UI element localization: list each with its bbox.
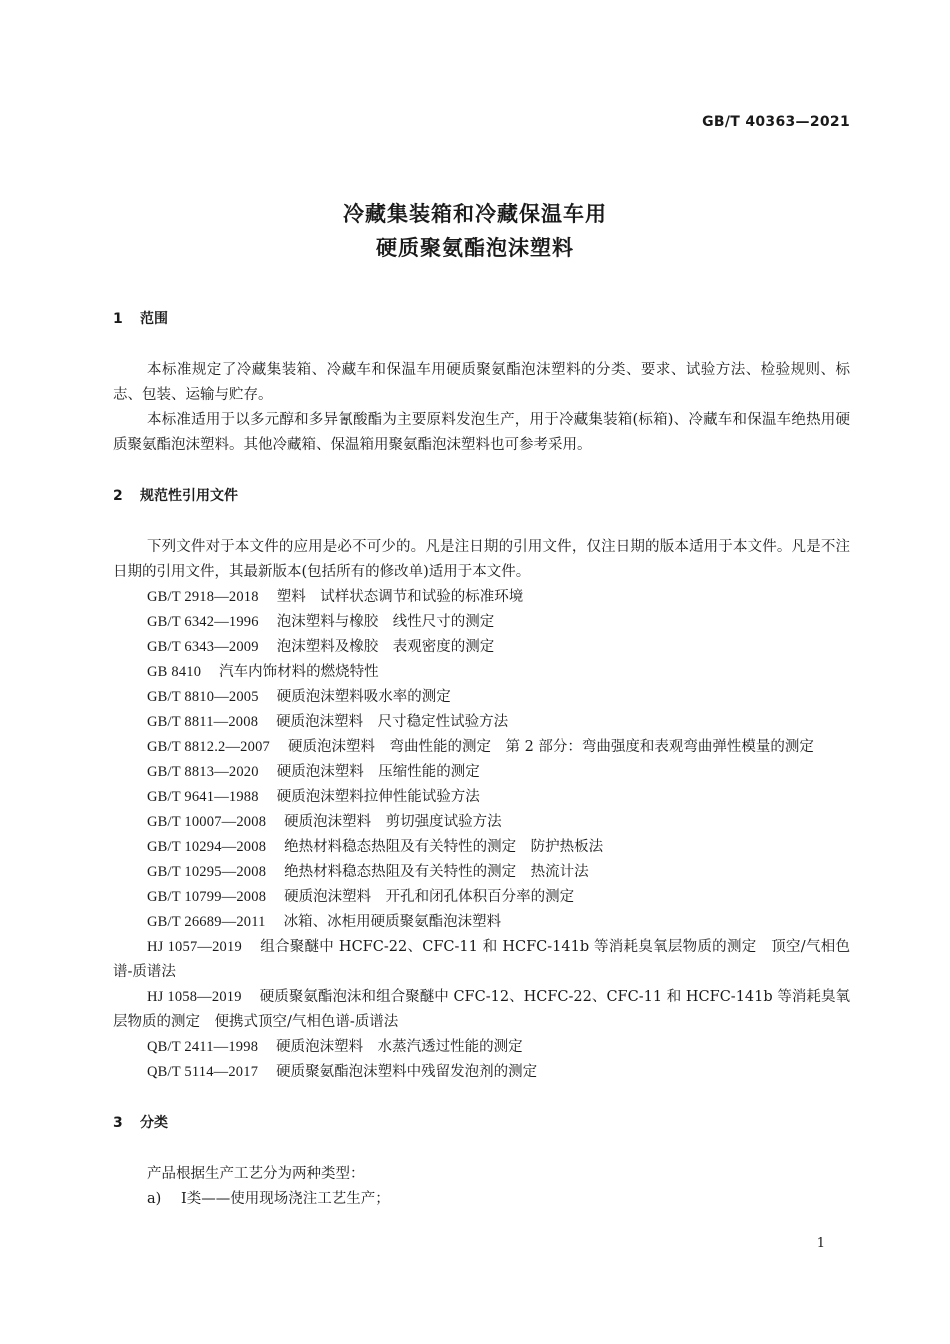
- reference-code: GB/T 8810—2005: [147, 689, 259, 705]
- title-line-2: 硬质聚氨酯泡沫塑料: [376, 236, 574, 260]
- reference-code: GB/T 26689—2011: [147, 914, 266, 930]
- reference-title: 硬质泡沫塑料 水蒸汽透过性能的测定: [276, 1039, 523, 1055]
- reference-item: [113, 835, 850, 860]
- reference-item: [113, 635, 850, 660]
- section-title: 范围: [140, 311, 168, 327]
- reference-item: [113, 660, 850, 685]
- reference-item: [113, 985, 850, 1035]
- section-number: 2: [113, 488, 123, 504]
- reference-code: HJ 1058—2019: [147, 989, 242, 1005]
- reference-title: 绝热材料稳态热阻及有关特性的测定 防护热板法: [284, 839, 604, 855]
- page-number: 1: [816, 1236, 825, 1251]
- reference-item: [113, 760, 850, 785]
- paragraph: 下列文件对于本文件的应用是必不可少的。凡是注日期的引用文件，仅注日期的版本适用于本文件。凡是不注日期的引用文件，其最新版本(包括所有的修改单)适用于本文件。: [113, 539, 850, 580]
- list-marker: a): [147, 1191, 162, 1207]
- reference-code: GB/T 10295—2008: [147, 864, 267, 880]
- reference-item: [113, 910, 850, 935]
- list-item: [113, 1187, 850, 1212]
- reference-code: HJ 1057—2019: [147, 939, 242, 955]
- reference-code: GB/T 8812.2—2007: [147, 739, 270, 755]
- reference-code: QB/T 5114—2017: [147, 1064, 259, 1080]
- reference-item: [113, 585, 850, 610]
- reference-title: 硬质泡沫塑料拉伸性能试验方法: [276, 789, 480, 805]
- reference-title: 塑料 试样状态调节和试验的标准环境: [276, 589, 524, 605]
- paragraph: 本标准适用于以多元醇和多异氰酸酯为主要原料发泡生产，用于冷藏集装箱(标箱)、冷藏车和保温车绝热用硬质聚氨酯泡沫塑料。其他冷藏箱、保温箱用聚氨酯泡沫塑料也可参考采用。: [113, 412, 850, 453]
- section-title: 规范性引用文件: [140, 488, 238, 504]
- reference-title: 组合聚醚中 HCFC-22、CFC-11 和 HCFC-141b 等消耗臭氧层物质的测定 顶空/气相色谱-质谱法: [113, 939, 851, 980]
- title-line-1: 冷藏集装箱和冷藏保温车用: [343, 202, 607, 226]
- reference-title: 硬质泡沫塑料 压缩性能的测定: [276, 764, 480, 780]
- reference-title: 硬质泡沫塑料 开孔和闭孔体积百分率的测定: [284, 889, 575, 905]
- standard-number: GB/T 40363—2021: [702, 114, 850, 130]
- reference-code: GB/T 10294—2008: [147, 839, 267, 855]
- document-body: [113, 307, 850, 1212]
- reference-list: [113, 585, 850, 1085]
- reference-item: [113, 785, 850, 810]
- paragraph: 产品根据生产工艺分为两种类型：: [147, 1166, 365, 1182]
- reference-code: QB/T 2411—1998: [147, 1039, 259, 1055]
- reference-title: 硬质泡沫塑料吸水率的测定: [276, 689, 451, 705]
- reference-item: [113, 935, 850, 985]
- reference-item: [113, 710, 850, 735]
- reference-code: GB/T 8813—2020: [147, 764, 259, 780]
- paragraph: 本标准规定了冷藏集装箱、冷藏车和保温车用硬质聚氨酯泡沫塑料的分类、要求、试验方法、检验规则、标志、包装、运输与贮存。: [113, 362, 850, 403]
- reference-item: [113, 735, 850, 760]
- reference-title: 泡沫塑料与橡胶 线性尺寸的测定: [276, 614, 495, 630]
- section-1-heading: [113, 307, 850, 332]
- reference-item: [113, 860, 850, 885]
- reference-code: GB/T 8811—2008: [147, 714, 259, 730]
- document-title: [0, 197, 950, 265]
- reference-title: 汽车内饰材料的燃烧特性: [219, 664, 379, 680]
- reference-item: [113, 610, 850, 635]
- section-3-heading: [113, 1111, 850, 1136]
- section-title: 分类: [140, 1115, 168, 1131]
- reference-item: [113, 685, 850, 710]
- reference-title: 硬质泡沫塑料 尺寸稳定性试验方法: [276, 714, 509, 730]
- reference-title: 硬质泡沫塑料 弯曲性能的测定 第 2 部分：弯曲强度和表观弯曲弹性模量的测定: [287, 739, 814, 755]
- section-number: 1: [113, 311, 123, 327]
- reference-code: GB/T 6343—2009: [147, 639, 259, 655]
- reference-title: 绝热材料稳态热阻及有关特性的测定 热流计法: [284, 864, 589, 880]
- reference-title: 硬质聚氨酯泡沫塑料中残留发泡剂的测定: [276, 1064, 538, 1080]
- reference-item: [113, 885, 850, 910]
- section-number: 3: [113, 1115, 123, 1131]
- list-item-text: Ⅰ类——使用现场浇注工艺生产；: [181, 1191, 390, 1207]
- reference-code: GB 8410: [147, 664, 202, 680]
- reference-title: 硬质聚氨酯泡沫和组合聚醚中 CFC-12、HCFC-22、CFC-11 和 HCFC-141b 等消耗臭氧层物质的测定 便携式顶空/气相色谱-质谱法: [113, 989, 850, 1030]
- reference-code: GB/T 10007—2008: [147, 814, 267, 830]
- reference-code: GB/T 9641—1988: [147, 789, 259, 805]
- reference-item: [113, 1060, 850, 1085]
- reference-code: GB/T 2918—2018: [147, 589, 259, 605]
- section-2-heading: [113, 484, 850, 509]
- reference-title: 泡沫塑料及橡胶 表观密度的测定: [276, 639, 495, 655]
- reference-item: [113, 1035, 850, 1060]
- reference-code: GB/T 6342—1996: [147, 614, 259, 630]
- reference-item: [113, 810, 850, 835]
- reference-code: GB/T 10799—2008: [147, 889, 267, 905]
- reference-title: 硬质泡沫塑料 剪切强度试验方法: [284, 814, 502, 830]
- reference-title: 冰箱、冰柜用硬质聚氨酯泡沫塑料: [283, 914, 502, 930]
